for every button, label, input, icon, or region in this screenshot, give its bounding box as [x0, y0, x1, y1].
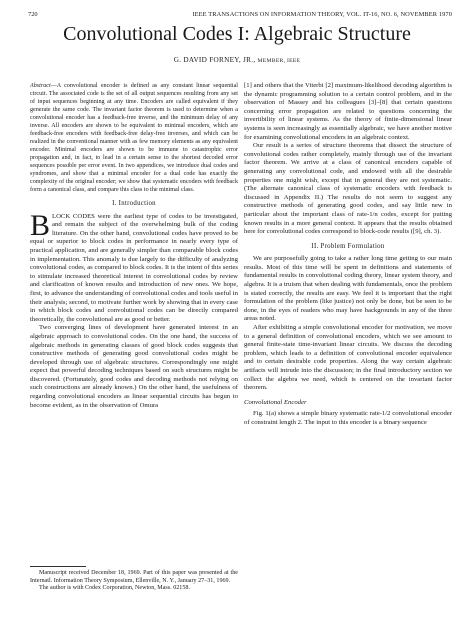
- footnote: [30, 566, 238, 593]
- footnote-rule: [30, 566, 86, 567]
- section-heading-introduction: I. Introduction: [112, 200, 156, 207]
- journal-header: IEEE TRANSACTIONS ON INFORMATION THEORY, VOL. IT-16, NO. 6, NOVEMBER 1970: [192, 11, 452, 18]
- abstract-text: —A convolutional encoder is defined as any constant linear sequential circuit. The associated code is the set of all output sequences resulting from any set of input sequences beginning at any time. Encoders are called equivalent if they generate the same code. The invariant factor theorem is used to determine when a convolutional encoder has a feedback-free inverse, and the minimum delay of any inverse. All encoders are shown to be equivalent to minimal encoders, which are feedback-free encoders with feedback-free delay-free inverses, and which can be realized in the conventional manner with as few memory elements as any equivalent encoder. Minimal encoders are shown to be immune to catastrophic error propagation and, in fact, to lead in a certain sense to the shortest decoded error sequences possible per error event. In two appendices, we introduce dual codes and syndromes, and show that a minimal encoder for a dual code has exactly the complexity of the original encoder; we show that systematic encoders with feedback form a canonical class, and compare this class to the minimal class.: [30, 83, 238, 193]
- drop-cap: B: [30, 208, 51, 242]
- right-paragraph-1: [1] and others that the Viterbi [2] maximum-likelihood decoding algorithm is the dynamic programming solution to a certain control problem, and in the observation of Massey and his colleagues [3]–[8] that certain questions concerning error propagation are related to questions concerning the invertibility of linear systems. As the theory of finite-dimensional linear systems is seen increasingly as essentially algebraic, we have another motive for examining convolutional encoders in an algebraic context.: [244, 82, 452, 141]
- running-header: [28, 11, 452, 21]
- subsection-heading-convolutional-encoder: Convolutional Encoder: [244, 398, 307, 406]
- abstract: [30, 82, 238, 194]
- author-membership: MEMBER, IEEE: [257, 58, 301, 64]
- right-paragraph-2: Our result is a series of structure theorems that dissect the structure of convolutional codes rather completely, mainly through use of the invariant factor theorem. We arrive at a class of canonical encoders capable of generating any convolutional code, and endowed with all the desirable properties one might wish, except that in general they are not systematic. (The alternate canonical class of systematic encoders with feedback is discussed in Appendix II.) The results do not seem to suggest any constructive methods of generating good codes, and say little new in particular about the important class of rate-1/n codes, except for putting known results in a more general context. It appears that the results obtained here for convolutional codes correspond to block-code results ([9], ch. 3).: [244, 142, 452, 236]
- problem-paragraph-1: We are purposefully going to take a rather long time getting to our main results. Most of this time will be spent in definitions and statements of fundamental results in convolutional coding theory, linear system theory, and algebra. It is a truism that when dealing with fundamentals, once the problem is stated correctly, the results are easy. We feel it is important that the right formulation of the problem (like justice) not only be done, but be seen to be done, in the eyes of readers who may have backgrounds in any of the three areas noted.: [244, 255, 452, 323]
- author-line: [0, 56, 474, 64]
- intro-paragraph-2: Two converging lines of development have generated interest in an algebraic approach to convolutional codes. On the one hand, the success of algebraic methods in generating classes of good block codes suggests that constructive methods of generating good convolutional codes might be developed through use of algebraic structures. Correspondingly one might expect that powerful decoding techniques based on such structures might be discovered. (Fortunately, good codes and decoding methods not relying on such constructions are already known.) On the other hand, the usefulness of regarding convolutional encoders as linear sequential circuits has begun to become evident, as in the observation of Omura: [30, 324, 238, 409]
- footnote-affiliation: The author is with Codex Corporation, Newton, Mass. 02158.: [39, 585, 190, 592]
- left-column: [30, 82, 238, 622]
- subsection-paragraph: Fig. 1(a) shows a simple binary systematic rate-1/2 convolutional encoder of constraint length 2. The input to this encoder is a binary sequence: [244, 410, 452, 426]
- abstract-label: Abstract: [30, 83, 51, 89]
- page-number: 720: [28, 11, 38, 18]
- author-name: G. DAVID FORNEY, JR.,: [173, 56, 256, 64]
- intro-paragraph-1-text: LOCK CODES were the earliest type of codes to be investigated, and remain the subject of the overwhelming bulk of the coding literature. On the other hand, convolutional codes have proved to be equal or superior to block codes in performance in nearly every type of practical application, and are generally simpler than comparable block codes in implementation. This anomaly is due largely to the difficulty of analyzing convolutional codes, as compared to block codes. It is the intent of this series to stimulate increased theoretical interest in convolutional codes by review and clarification of known results and introduction of new ones. We hope, first, to advance the understanding of convolutional codes and tools useful in their analysis; second, to motivate further work by showing that in every case in which block codes and convolutional codes can be directly compared theoretically, the convolutional are as good or better.: [30, 212, 238, 323]
- footnote-manuscript: Manuscript received December 18, 1969. Part of this paper was presented at the Internatl. Information Theory Symposium, Ellenville, N. Y., January 27–31, 1969.: [30, 570, 238, 584]
- problem-paragraph-2: After exhibiting a simple convolutional encoder for motivation, we move to a general definition of convolutional encoders, which we see amount to general finite-state time-invariant linear circuits. We discuss the decoding problem, which leads to a definition of convolutional encoder equivalence and to certain desirable code properties. Along the way certain algebraic artifacts will intrude into the discussion; in the final introductory section we collect the algebra we need, which is centered on the invariant factor theorem.: [244, 324, 452, 392]
- paper-title: Convolutional Codes I: Algebraic Structure: [63, 23, 411, 45]
- intro-paragraph-1: [30, 208, 238, 325]
- section-heading-problem-formulation: II. Problem Formulation: [311, 242, 385, 250]
- right-column: [244, 82, 452, 622]
